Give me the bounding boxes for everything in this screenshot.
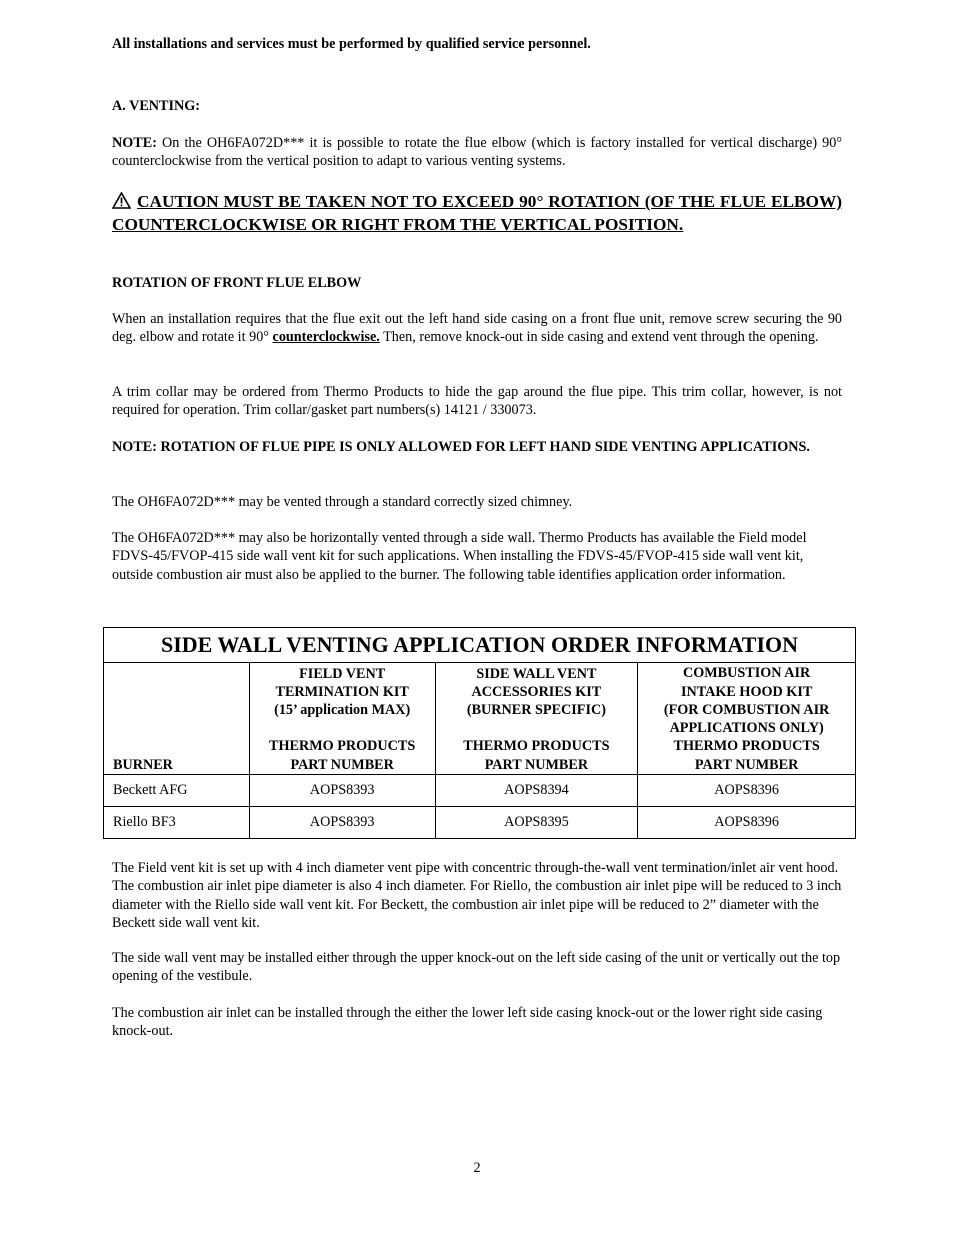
cell-field-vent-part: AOPS8393: [249, 807, 435, 839]
order-information-table: [103, 627, 856, 839]
header-line: TERMINATION KIT: [275, 683, 409, 700]
header-line: APPLICATIONS ONLY): [669, 720, 824, 737]
note-label: NOTE:: [112, 135, 157, 151]
header-line: (BURNER SPECIFIC): [466, 702, 606, 719]
header-field-vent-kit: [249, 663, 435, 775]
page-number: 2: [473, 1160, 481, 1176]
trim-collar-paragraph: A trim collar may be ordered from Thermo Products to hide the gap around the flue pipe. This trim collar, however, is not required for operation. Trim collar/gasket part numbers(s) 14121 / 330073.: [112, 384, 842, 419]
cell-intake-hood-part: AOPS8396: [638, 807, 856, 839]
caution-warning: [112, 191, 842, 236]
table-title: SIDE WALL VENTING APPLICATION ORDER INFORMATION: [104, 628, 856, 663]
header-line: THERMO PRODUCTS: [269, 738, 416, 755]
side-wall-install-paragraph: The side wall vent may be installed either through the upper knock-out on the left side casing of the unit or vertically out the top opening of the vestibule.: [112, 950, 841, 985]
header-line: COMBUSTION AIR: [682, 665, 811, 682]
rotation-text-end: Then, remove knock-out in side casing and extend vent through the opening.: [379, 329, 819, 346]
header-burner: BURNER: [104, 663, 250, 775]
rotation-emphasis: counterclockwise.: [272, 329, 380, 346]
chimney-paragraph: The OH6FA072D*** may be vented through a standard correctly sized chimney.: [112, 494, 573, 510]
table-row: [104, 775, 856, 807]
table-row: [104, 807, 856, 839]
rotation-heading: ROTATION OF FRONT FLUE ELBOW: [112, 275, 362, 291]
header-line: ACCESSORIES KIT: [471, 683, 602, 700]
caution-text: CAUTION MUST BE TAKEN NOT TO EXCEED 90° ROTATION (OF THE FLUE ELBOW) COUNTERCLOCKWISE OR RIGHT FROM THE VERTICAL POSITION.: [112, 192, 842, 234]
cell-intake-hood-part: AOPS8396: [638, 775, 856, 807]
venting-heading: A. VENTING:: [112, 98, 201, 114]
header-notice: All installations and services must be performed by qualified service personnel.: [112, 36, 591, 52]
header-line: THERMO PRODUCTS: [673, 738, 820, 755]
header-line: PART NUMBER: [290, 756, 394, 773]
cell-burner: Beckett AFG: [104, 775, 250, 807]
header-line: PART NUMBER: [484, 756, 589, 773]
header-line: (15’ application MAX): [274, 702, 411, 719]
header-line: (FOR COMBUSTION AIR: [663, 701, 830, 718]
warning-triangle-icon: [112, 192, 131, 209]
combustion-inlet-paragraph: The combustion air inlet can be installed through the either the lower left side casing knock-out or the lower right side casing knock-out.: [112, 1005, 823, 1040]
side-wall-paragraph: The OH6FA072D*** may also be horizontally vented through a side wall. Thermo Products has available the Field model FDVS-45/FVOP-415 side wall vent kit for such applications. When installing the FDVS-45/FVOP-415 side wall vent kit, outside combustion air must also be applied to the burner. The following table identifies application order information.: [112, 530, 807, 583]
table-header-row: [104, 663, 856, 775]
field-kit-paragraph: The Field vent kit is set up with 4 inch diameter vent pipe with concentric through-the-wall vent termination/inlet air vent hood. The combustion air inlet pipe diameter is also 4 inch diameter. For Riello, the combustion air inlet pipe will be reduced to 3 inch diameter with the Riello side wall vent kit. For Beckett, the combustion air inlet pipe will be reduced to 2” diameter with the Beckett side wall vent kit.: [112, 860, 842, 931]
rotation-text-start: When an installation requires that the flue exit out the left hand side casing on a front flue unit, remove screw securing the 90 deg. elbow and rotate it 90°: [112, 311, 842, 346]
header-line: SIDE WALL VENT: [476, 665, 597, 682]
rotation-paragraph: [112, 310, 842, 347]
cell-burner: Riello BF3: [104, 807, 250, 839]
header-line: THERMO PRODUCTS: [463, 738, 610, 755]
note-text: On the OH6FA072D*** it is possible to rotate the flue elbow (which is factory installed for vertical discharge) 90° counterclockwise from the vertical position to adapt to various venting systems.: [112, 135, 843, 170]
header-line: PART NUMBER: [694, 756, 799, 773]
header-line: INTAKE HOOD KIT: [680, 683, 813, 700]
cell-accessories-part: AOPS8394: [435, 775, 638, 807]
header-accessories-kit: [435, 663, 638, 775]
header-intake-hood-kit: [638, 663, 856, 775]
note-rotation-restriction: NOTE: ROTATION OF FLUE PIPE IS ONLY ALLOWED FOR LEFT HAND SIDE VENTING APPLICATIONS.: [112, 439, 810, 455]
cell-accessories-part: AOPS8395: [435, 807, 638, 839]
cell-field-vent-part: AOPS8393: [249, 775, 435, 807]
header-line: FIELD VENT: [299, 665, 386, 682]
note-venting: [112, 134, 842, 171]
